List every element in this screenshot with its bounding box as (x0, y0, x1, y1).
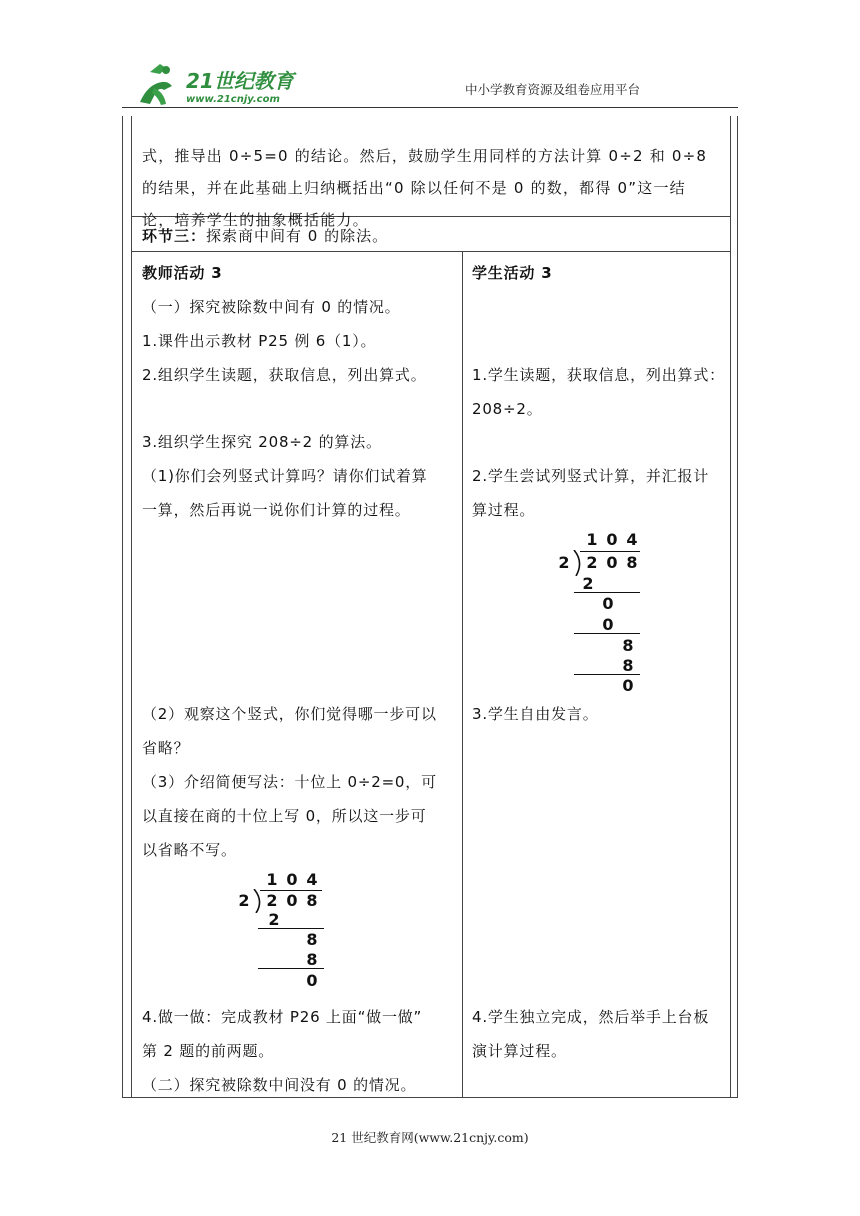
step-rule (574, 633, 640, 634)
teacher-item: （二）探究被除数中间没有 0 的情况。 (142, 1076, 417, 1094)
dividend-digit: 2 (266, 891, 278, 910)
student-item: 算过程。 (472, 501, 536, 519)
table-inner (131, 116, 731, 1097)
teacher-item: （3）介绍简便写法：十位上 0÷2=0，可 (142, 773, 437, 791)
student-item: 4.学生独立完成，然后举手上台板 (472, 1008, 710, 1026)
teacher-item: （一）探究被除数中间有 0 的情况。 (142, 298, 401, 316)
step-digit: 2 (268, 910, 280, 929)
teacher-item: （2）观察这个竖式，你们觉得哪一步可以 (142, 705, 437, 723)
dividend-digit: 8 (626, 553, 638, 572)
teacher-item: 第 2 题的前两题。 (142, 1042, 275, 1060)
quotient-digit: 1 (586, 530, 598, 549)
header-divider (122, 107, 738, 108)
svg-text:21世纪教育: 21世纪教育 (186, 69, 294, 93)
student-item: 1.学生读题，获取信息，列出算式： (472, 366, 725, 384)
teacher-item: 2.组织学生读题，获取信息，列出算式。 (142, 366, 427, 384)
svg-text:www.21cnjy.com: www.21cnjy.com (186, 94, 280, 105)
step-rule (574, 674, 640, 675)
step-digit: 2 (582, 574, 594, 593)
page-footer: 21 世纪教育网(www.21cnjy.com) (331, 1130, 529, 1145)
dividend-digit: 0 (286, 891, 298, 910)
teacher-item: 3.组织学生探究 208÷2 的算法。 (142, 433, 382, 451)
step-digit: 0 (306, 971, 318, 990)
intro-line: 式，推导出 0÷5=0 的结论。然后，鼓励学生用同样的方法计算 0÷2 和 0÷8 (142, 147, 708, 165)
intro-line: 论，培养学生的抽象概括能力。 (142, 211, 369, 229)
step-title (142, 225, 388, 246)
page-header (0, 0, 860, 118)
teacher-heading: 教师活动 3 (142, 264, 223, 282)
runner-icon (140, 64, 172, 105)
quotient-digit: 0 (286, 870, 298, 889)
student-item: 3.学生自由发言。 (472, 705, 599, 723)
quotient-digit: 4 (306, 870, 318, 889)
dividend-digit: 8 (306, 891, 318, 910)
teacher-item: 以省略不写。 (142, 841, 237, 859)
divisor: 2 (558, 553, 570, 572)
step-digit: 0 (602, 615, 614, 634)
step-digit: 0 (622, 676, 634, 695)
long-division-short (228, 868, 348, 998)
platform-name: 中小学教育资源及组卷应用平台 (465, 82, 641, 97)
student-item: 2.学生尝试列竖式计算，并汇报计 (472, 467, 710, 485)
divisor: 2 (238, 891, 250, 910)
teacher-item: 1.课件出示教材 P25 例 6（1）。 (142, 332, 377, 350)
teacher-item: 以直接在商的十位上写 0，所以这一步可 (142, 807, 427, 825)
quotient-digit: 4 (626, 530, 638, 549)
step-digit: 8 (306, 950, 318, 969)
student-heading: 学生活动 3 (472, 264, 553, 282)
intro-line: 的结果，并在此基础上归纳概括出“0 除以任何不是 0 的数，都得 0”这一结 (142, 179, 686, 197)
student-item: 208÷2。 (472, 400, 543, 418)
dividend-digit: 2 (586, 553, 598, 572)
dividend-digit: 0 (606, 553, 618, 572)
step-rule (258, 928, 324, 929)
step-label: 环节三： (142, 227, 207, 245)
intro-row (132, 116, 730, 229)
long-division-full (540, 526, 660, 696)
step-digit: 8 (622, 656, 634, 675)
teacher-item: 4.做一做：完成教材 P26 上面“做一做” (142, 1008, 423, 1026)
quotient-digit: 0 (606, 530, 618, 549)
teacher-item: （1)你们会列竖式计算吗？请你们试着算 (142, 467, 428, 485)
column-divider (462, 252, 463, 1097)
step-rule (574, 592, 640, 593)
quotient-digit: 1 (266, 870, 278, 889)
teacher-item: 一算，然后再说一说你们计算的过程。 (142, 501, 411, 519)
student-item: 演计算过程。 (472, 1042, 567, 1060)
teacher-item: 省略？ (142, 739, 190, 757)
step-text: 探索商中间有 0 的除法。 (206, 227, 389, 245)
lesson-table (122, 116, 738, 1098)
vinculum (580, 551, 640, 552)
logo (136, 62, 306, 110)
step-digit: 8 (622, 636, 634, 655)
step-digit: 8 (306, 930, 318, 949)
step-digit: 0 (602, 594, 614, 613)
step-row (132, 217, 730, 252)
step-rule (258, 968, 324, 969)
